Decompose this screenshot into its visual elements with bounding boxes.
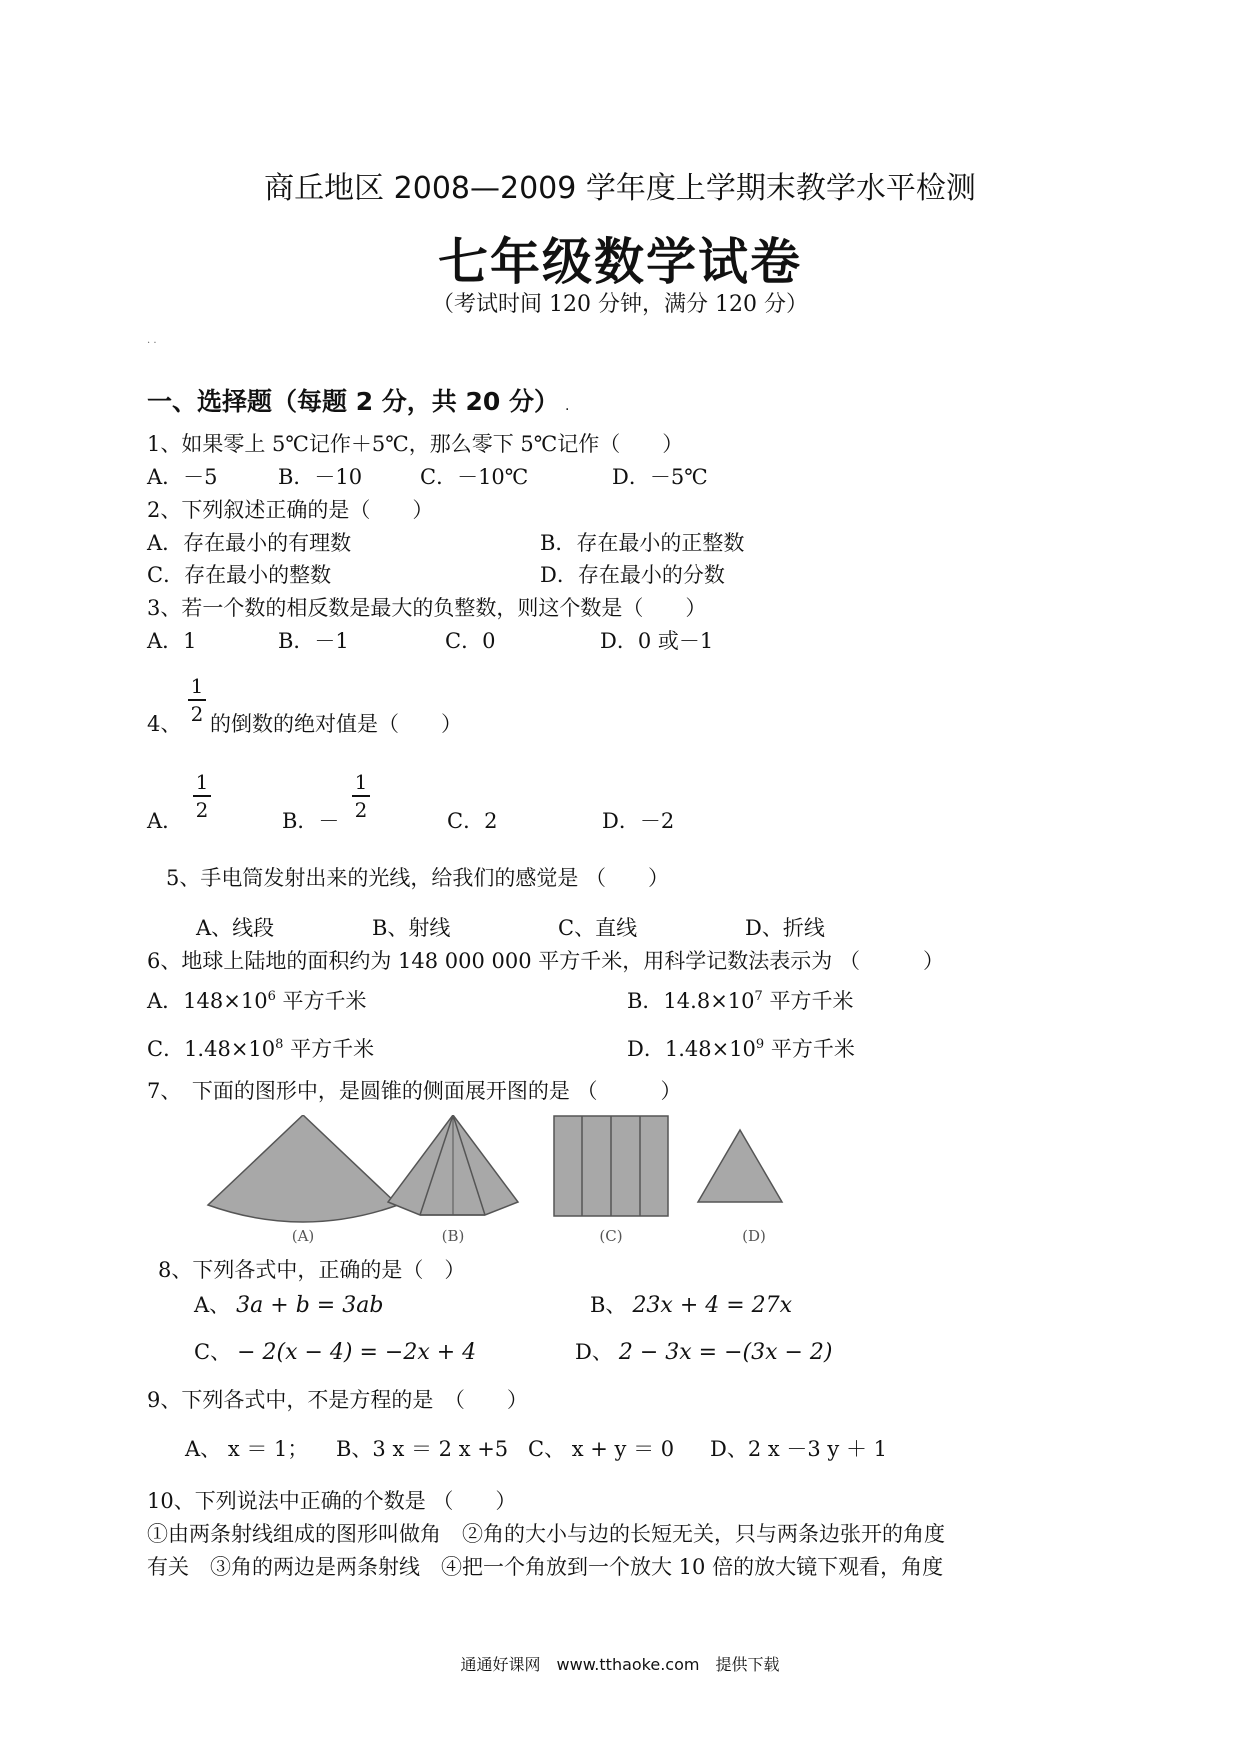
question-5-option-b: B、射线 xyxy=(372,916,451,940)
question-2-option-d: D．存在最小的分数 xyxy=(540,563,725,587)
question-6-option-d: D．$1.48\times 10^9$ 平方千米 xyxy=(627,1037,855,1061)
question-4-fraction xyxy=(188,676,206,724)
question-4-number: 4、 xyxy=(147,712,182,736)
question-1-option-a: A．－5 xyxy=(147,465,218,489)
figure-label-c: (C) xyxy=(599,1227,623,1245)
question-9-option-a: A、 x ＝ 1； xyxy=(185,1437,309,1461)
question-3-option-b: B．－1 xyxy=(278,629,349,653)
exam-subtitle: 商丘地区 2008—2009 学年度上学期末教学水平检测 xyxy=(264,171,976,206)
fraction-numerator: 1 xyxy=(190,674,204,698)
question-5-option-a: A、线段 xyxy=(196,916,275,940)
question-8-option-d: D、 2 − 3x = −(3x − 2) xyxy=(575,1340,833,1365)
question-5-option-d: D、折线 xyxy=(745,916,825,940)
question-1-option-d: D．－5℃ xyxy=(612,465,708,489)
question-6-stem: 6、地球上陆地的面积约为 148 000 000 平方千米，用科学记数法表示为 （ ） xyxy=(147,949,944,973)
question-5-option-c: C、直线 xyxy=(558,916,638,940)
question-9-option-c: C、 x + y ＝ 0 xyxy=(528,1437,675,1461)
fraction-bar xyxy=(352,795,370,797)
question-9-stem: 9、下列各式中，不是方程的是 （ ） xyxy=(147,1388,528,1412)
figure-b-pyramid-net xyxy=(388,1115,518,1215)
figure-d-triangle xyxy=(698,1130,782,1202)
question-8-option-c: C、 − 2(x − 4) = −2x + 4 xyxy=(194,1340,477,1365)
question-1-stem: 1、如果零上 5℃记作＋5℃，那么零下 5℃记作（ ） xyxy=(147,432,684,456)
question-7-figures xyxy=(200,1115,810,1230)
fraction-bar xyxy=(193,795,211,797)
figure-label-d: (D) xyxy=(742,1227,766,1245)
question-10-line-1: ①由两条射线组成的图形叫做角 ②角的大小与边的长短无关，只与两条边张开的角度 xyxy=(147,1522,945,1546)
section-title: 一、选择题（每题 2 分，共 20 分） . xyxy=(147,387,570,416)
fraction-numerator: 1 xyxy=(195,770,209,794)
fraction-numerator: 1 xyxy=(354,770,368,794)
question-4-option-b-fraction xyxy=(352,772,370,820)
question-1-option-c: C．－10℃ xyxy=(420,465,529,489)
question-2-option-b: B．存在最小的正整数 xyxy=(540,531,745,555)
question-10-stem: 10、下列说法中正确的个数是 （ ） xyxy=(147,1489,517,1513)
question-9-option-d: D、2 x －3 y ＋ 1 xyxy=(710,1437,888,1461)
question-2-option-a: A．存在最小的有理数 xyxy=(147,531,352,555)
question-2-stem: 2、下列叙述正确的是（ ） xyxy=(147,498,434,522)
question-4-option-d: D．－2 xyxy=(602,809,675,833)
fraction-bar xyxy=(188,699,206,701)
question-8-stem: 8、下列各式中，正确的是（ ） xyxy=(158,1258,466,1282)
figure-a-sector xyxy=(208,1115,398,1222)
question-6-option-c: C．$1.48\times 10^8$ 平方千米 xyxy=(147,1037,375,1061)
figure-label-a: (A) xyxy=(291,1227,315,1245)
question-4-option-a-fraction xyxy=(193,772,211,820)
figure-label-b: (B) xyxy=(441,1227,465,1245)
question-4-stem: 的倒数的绝对值是（ ） xyxy=(210,712,462,736)
exam-title: 七年级数学试卷 xyxy=(438,233,802,291)
question-3-option-d: D．0 或－1 xyxy=(600,629,714,653)
question-8-option-b: B、 23x + 4 = 27x xyxy=(590,1293,793,1318)
question-1-option-b: B．－10 xyxy=(278,465,363,489)
question-4-option-c: C．2 xyxy=(447,809,498,833)
stray-dots: . . xyxy=(147,335,157,346)
question-6-option-b: B．$14.8\times 10^7$ 平方千米 xyxy=(627,989,854,1013)
fraction-denominator: 2 xyxy=(195,798,209,822)
question-10-line-2: 有关 ③角的两边是两条射线 ④把一个角放到一个放大 10 倍的放大镜下观看，角度 xyxy=(147,1555,944,1579)
fraction-denominator: 2 xyxy=(354,798,368,822)
question-4-option-b-label: B．－ xyxy=(282,809,340,833)
question-3-option-c: C．0 xyxy=(445,629,496,653)
question-8-option-a: A、 3a + b = 3ab xyxy=(194,1293,384,1318)
question-6-option-a: A．$148\times 10^6$ 平方千米 xyxy=(147,989,367,1013)
question-4-option-a-label: A． xyxy=(147,809,184,833)
question-5-stem: 5、手电筒发射出来的光线，给我们的感觉是 （ ） xyxy=(166,866,670,890)
figure-c-rectangle xyxy=(554,1116,668,1216)
question-7-stem: 7、 下面的图形中，是圆锥的侧面展开图的是 （ ） xyxy=(147,1079,682,1103)
question-9-option-b: B、3 x ＝ 2 x +5 xyxy=(336,1437,509,1461)
question-3-stem: 3、若一个数的相反数是最大的负整数，则这个数是（ ） xyxy=(147,596,707,620)
question-3-option-a: A．1 xyxy=(147,629,197,653)
question-2-option-c: C．存在最小的整数 xyxy=(147,563,332,587)
fraction-denominator: 2 xyxy=(190,702,204,726)
exam-info: （考试时间 120 分钟，满分 120 分） xyxy=(432,292,808,317)
footer-source: 通通好课网 www.tthaoke.com 提供下载 xyxy=(460,1655,780,1674)
